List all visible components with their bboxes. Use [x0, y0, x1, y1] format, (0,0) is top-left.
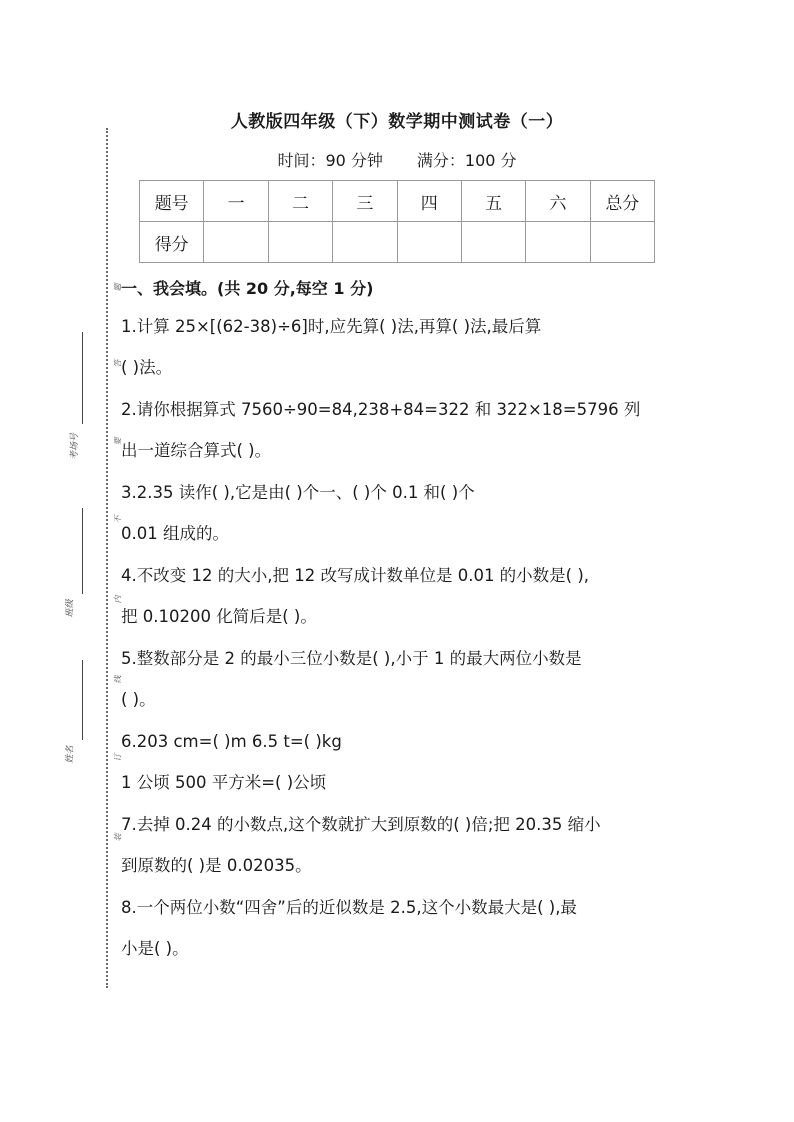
exam-room-field[interactable]: [82, 332, 83, 424]
score-cell: 一: [204, 181, 268, 222]
score-table-header-row: [140, 181, 655, 222]
question-line: 3.2.35 读作( ),它是由( )个一、( )个 0.1 和( )个: [121, 483, 475, 502]
binding-dotted-line: [106, 128, 108, 988]
score-cell: 四: [397, 181, 461, 222]
exam-info: [0, 148, 794, 171]
score-input-cell[interactable]: [204, 222, 268, 263]
class-field[interactable]: [82, 508, 83, 594]
score-input-cell[interactable]: [526, 222, 590, 263]
binding-char: 订: [113, 753, 123, 762]
score-input-cell[interactable]: [333, 222, 397, 263]
score-input-cell[interactable]: [461, 222, 525, 263]
question-line: ( )。: [121, 690, 156, 709]
score-cell: 总分: [590, 181, 654, 222]
score-cell: 得分: [140, 222, 204, 263]
question-line: 7.去掉 0.24 的小数点,这个数就扩大到原数的( )倍;把 20.35 缩小: [121, 815, 601, 834]
question-line: 到原数的( )是 0.02035。: [121, 856, 312, 875]
page-title: 人教版四年级（下）数学期中测试卷（一）: [230, 112, 564, 132]
score-table: [139, 180, 655, 263]
score-input-cell[interactable]: [397, 222, 461, 263]
name-field[interactable]: [82, 660, 83, 740]
question-line: 0.01 组成的。: [121, 524, 229, 543]
score-input-cell[interactable]: [268, 222, 332, 263]
section-heading: 一、我会填。(共 20 分,每空 1 分): [121, 279, 374, 298]
class-label: 班级: [65, 599, 76, 618]
binding-char: 不: [113, 515, 123, 524]
question-line: ( )法。: [121, 358, 173, 377]
question-line: 出一道综合算式( )。: [121, 441, 272, 460]
binding-char: 题: [113, 283, 123, 292]
question-line: 1 公顷 500 平方米=( )公顷: [121, 773, 327, 792]
score-input-cell[interactable]: [590, 222, 654, 263]
score-table-score-row: [140, 222, 655, 263]
question-line: 4.不改变 12 的大小,把 12 改写成计数单位是 0.01 的小数是( ),: [121, 566, 590, 585]
name-label: 姓名: [65, 745, 76, 764]
score-cell: 五: [461, 181, 525, 222]
score-cell: 三: [333, 181, 397, 222]
binding-char: 答: [113, 359, 123, 368]
score-cell: 六: [526, 181, 590, 222]
exam-room-label: 考场号: [70, 432, 81, 461]
question-line: 小是( )。: [121, 939, 189, 958]
exam-full-score: 满分：100 分: [416, 151, 517, 170]
question-line: 2.请你根据算式 7560÷90=84,238+84=322 和 322×18=5796 列: [121, 400, 641, 419]
binding-char: 线: [113, 675, 123, 684]
question-line: 把 0.10200 化简后是( )。: [121, 607, 317, 626]
question-line: 5.整数部分是 2 的最小三位小数是( ),小于 1 的最大两位小数是: [121, 649, 582, 668]
question-line: 1.计算 25×[(62-38)÷6]时,应先算( )法,再算( )法,最后算: [121, 317, 542, 336]
exam-time: 时间：90 分钟: [277, 151, 383, 170]
binding-char: 要: [113, 437, 123, 446]
binding-char: 内: [113, 595, 123, 604]
question-line: 8.一个两位小数“四舍”后的近似数是 2.5,这个小数最大是( ),最: [121, 898, 577, 917]
score-cell: 题号: [140, 181, 204, 222]
score-cell: 二: [268, 181, 332, 222]
question-line: 6.203 cm=( )m 6.5 t=( )kg: [121, 732, 342, 751]
binding-char: 装: [113, 833, 123, 842]
